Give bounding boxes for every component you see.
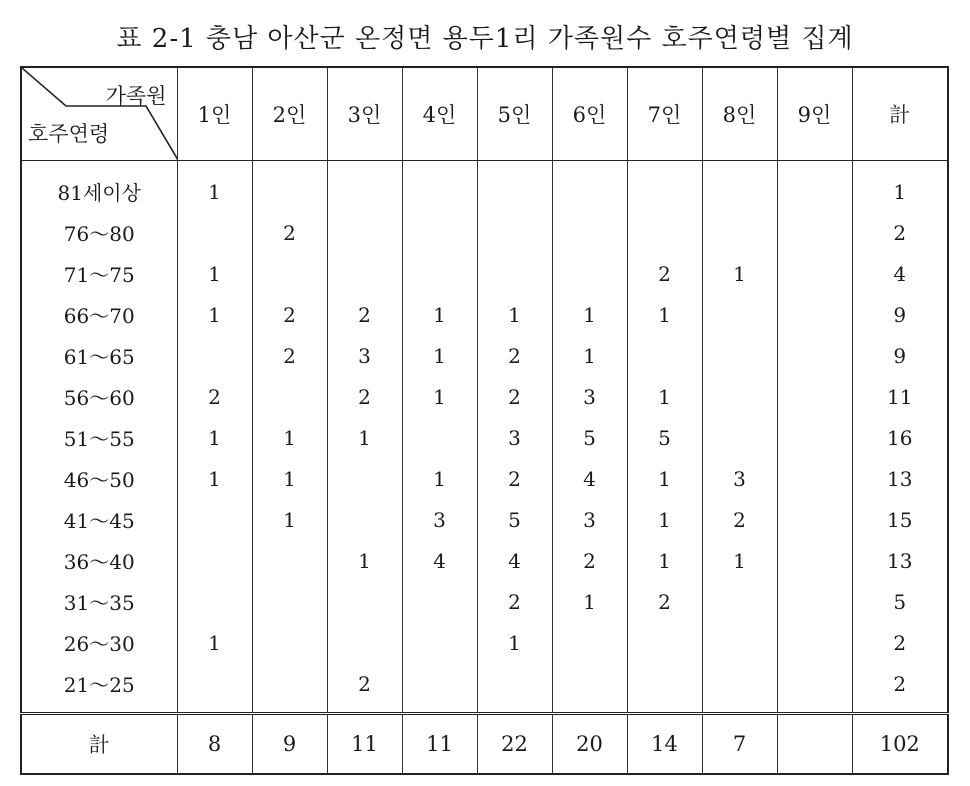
- table-cell: 2: [552, 540, 627, 581]
- table-cell: 5: [852, 581, 948, 622]
- table-cell: 1: [327, 540, 402, 581]
- table-row: [21, 499, 948, 540]
- column-header: 4인: [402, 67, 477, 161]
- table-cell: 2: [477, 376, 552, 417]
- table-cell: [627, 161, 702, 213]
- age-label: 76～80: [21, 212, 177, 253]
- table-cell: [402, 253, 477, 294]
- header-row: [21, 67, 948, 161]
- table-cell: [702, 212, 777, 253]
- table-cell: [177, 212, 252, 253]
- table-cell: [477, 212, 552, 253]
- column-header: 2인: [252, 67, 327, 161]
- table-cell: 1: [852, 161, 948, 213]
- table-cell: 16: [852, 417, 948, 458]
- table-cell: [702, 335, 777, 376]
- table-cell: [477, 663, 552, 714]
- corner-row-label: 호주연령: [28, 122, 110, 146]
- table-cell: [777, 335, 852, 376]
- table-cell: [627, 622, 702, 663]
- corner-header-cell: [21, 67, 177, 161]
- table-cell: 1: [177, 253, 252, 294]
- table-cell: [702, 294, 777, 335]
- table-cell: 3: [552, 376, 627, 417]
- table-cell: 5: [627, 417, 702, 458]
- table-cell: 1: [627, 499, 702, 540]
- table-cell: [252, 376, 327, 417]
- table-cell: 1: [327, 417, 402, 458]
- table-body: [21, 161, 948, 714]
- table-cell: [777, 499, 852, 540]
- total-cell: 11: [327, 714, 402, 775]
- table-cell: [777, 212, 852, 253]
- table-cell: [327, 499, 402, 540]
- total-cell: 8: [177, 714, 252, 775]
- table-cell: [777, 540, 852, 581]
- table-cell: [777, 663, 852, 714]
- total-cell: 14: [627, 714, 702, 775]
- table-cell: 1: [177, 622, 252, 663]
- table-cell: 1: [477, 294, 552, 335]
- table-row: [21, 663, 948, 714]
- table-cell: 1: [402, 335, 477, 376]
- table-cell: 1: [402, 376, 477, 417]
- table-cell: 1: [702, 253, 777, 294]
- table-cell: 2: [852, 663, 948, 714]
- table-cell: [627, 212, 702, 253]
- age-label: 41～45: [21, 499, 177, 540]
- table-cell: 2: [177, 376, 252, 417]
- table-cell: 3: [477, 417, 552, 458]
- table-cell: [777, 417, 852, 458]
- table-cell: 4: [852, 253, 948, 294]
- table-cell: 1: [552, 581, 627, 622]
- age-label: 36～40: [21, 540, 177, 581]
- table-cell: [177, 540, 252, 581]
- table-cell: [477, 253, 552, 294]
- table-cell: 1: [252, 458, 327, 499]
- age-label: 31～35: [21, 581, 177, 622]
- age-label: 21～25: [21, 663, 177, 714]
- table-cell: 1: [477, 622, 552, 663]
- table-cell: [177, 581, 252, 622]
- table-cell: [402, 161, 477, 213]
- age-label: 66～70: [21, 294, 177, 335]
- column-header: 7인: [627, 67, 702, 161]
- total-cell: 11: [402, 714, 477, 775]
- table-cell: [777, 294, 852, 335]
- table-cell: [777, 161, 852, 213]
- table-row: [21, 212, 948, 253]
- total-cell: 22: [477, 714, 552, 775]
- table-cell: 2: [702, 499, 777, 540]
- table-cell: 3: [402, 499, 477, 540]
- table-cell: [252, 161, 327, 213]
- table-row: [21, 253, 948, 294]
- table-cell: 1: [177, 294, 252, 335]
- table-cell: [627, 335, 702, 376]
- table-cell: [402, 622, 477, 663]
- table-cell: 2: [477, 458, 552, 499]
- age-label: 46～50: [21, 458, 177, 499]
- table-cell: 2: [627, 253, 702, 294]
- table-cell: 2: [327, 294, 402, 335]
- table-cell: 1: [177, 417, 252, 458]
- age-label: 71～75: [21, 253, 177, 294]
- table-cell: 1: [252, 499, 327, 540]
- table-cell: 1: [402, 294, 477, 335]
- table-row: [21, 294, 948, 335]
- table-cell: 1: [702, 540, 777, 581]
- table-cell: 11: [852, 376, 948, 417]
- age-label: 26～30: [21, 622, 177, 663]
- table-cell: [402, 212, 477, 253]
- table-cell: [702, 417, 777, 458]
- table-cell: 13: [852, 540, 948, 581]
- table-cell: [552, 161, 627, 213]
- table-cell: 1: [552, 335, 627, 376]
- table-cell: 2: [477, 335, 552, 376]
- table-cell: 3: [552, 499, 627, 540]
- table-cell: [402, 663, 477, 714]
- table-cell: 4: [552, 458, 627, 499]
- table-cell: [252, 253, 327, 294]
- table-cell: [702, 581, 777, 622]
- table-cell: [327, 622, 402, 663]
- column-header: 3인: [327, 67, 402, 161]
- table-cell: 1: [402, 458, 477, 499]
- table-cell: 9: [852, 335, 948, 376]
- table-cell: 1: [627, 458, 702, 499]
- table-cell: [327, 161, 402, 213]
- table-cell: 4: [402, 540, 477, 581]
- table-cell: [177, 499, 252, 540]
- table-cell: 1: [627, 376, 702, 417]
- table-cell: [702, 376, 777, 417]
- table-cell: 5: [552, 417, 627, 458]
- table-cell: 2: [852, 212, 948, 253]
- table-cell: 2: [327, 663, 402, 714]
- total-cell: 102: [852, 714, 948, 775]
- age-label: 81세이상: [21, 161, 177, 213]
- total-cell: [777, 714, 852, 775]
- table-cell: [777, 376, 852, 417]
- table-cell: [252, 663, 327, 714]
- table-row: [21, 376, 948, 417]
- column-header: 8인: [702, 67, 777, 161]
- table-cell: 1: [552, 294, 627, 335]
- table-cell: 2: [252, 335, 327, 376]
- table-cell: 2: [852, 622, 948, 663]
- table-cell: [177, 335, 252, 376]
- table-cell: 15: [852, 499, 948, 540]
- corner-column-label: 가족원: [105, 84, 167, 108]
- family-size-table: [20, 66, 949, 775]
- table-cell: [327, 253, 402, 294]
- table-cell: 2: [252, 294, 327, 335]
- table-cell: 9: [852, 294, 948, 335]
- total-cell: 20: [552, 714, 627, 775]
- table-row: [21, 581, 948, 622]
- table-cell: [552, 663, 627, 714]
- column-header: 計: [852, 67, 948, 161]
- table-cell: [552, 212, 627, 253]
- table-cell: [327, 212, 402, 253]
- age-label: 51～55: [21, 417, 177, 458]
- table-cell: [777, 253, 852, 294]
- table-row: [21, 417, 948, 458]
- table-cell: [252, 622, 327, 663]
- table-cell: 3: [327, 335, 402, 376]
- table-cell: 3: [702, 458, 777, 499]
- table-cell: 2: [627, 581, 702, 622]
- table-cell: [702, 622, 777, 663]
- table-row: [21, 540, 948, 581]
- table-cell: [552, 622, 627, 663]
- table-cell: [252, 540, 327, 581]
- table-cell: [702, 161, 777, 213]
- table-cell: [402, 417, 477, 458]
- table-cell: 2: [252, 212, 327, 253]
- table-row: [21, 458, 948, 499]
- table-cell: [777, 622, 852, 663]
- table-cell: 2: [327, 376, 402, 417]
- table-cell: [327, 581, 402, 622]
- table-row: [21, 161, 948, 213]
- table-cell: 5: [477, 499, 552, 540]
- table-cell: [252, 581, 327, 622]
- table-cell: [627, 663, 702, 714]
- total-row: [21, 714, 948, 775]
- table-cell: [402, 581, 477, 622]
- table-cell: 1: [627, 294, 702, 335]
- table-cell: [777, 458, 852, 499]
- table-cell: 4: [477, 540, 552, 581]
- table-row: [21, 622, 948, 663]
- column-header: 1인: [177, 67, 252, 161]
- age-label: 61～65: [21, 335, 177, 376]
- total-label: 計: [21, 714, 177, 775]
- table-cell: [177, 663, 252, 714]
- table-cell: [327, 458, 402, 499]
- column-header: 9인: [777, 67, 852, 161]
- total-cell: 9: [252, 714, 327, 775]
- table-cell: [477, 161, 552, 213]
- table-cell: 1: [252, 417, 327, 458]
- age-label: 56～60: [21, 376, 177, 417]
- table-cell: 2: [477, 581, 552, 622]
- table-cell: 1: [177, 458, 252, 499]
- table-title: 표 2-1 충남 아산군 온정면 용두1리 가족원수 호주연령별 집계: [116, 24, 854, 54]
- table-cell: 13: [852, 458, 948, 499]
- table-cell: 1: [627, 540, 702, 581]
- column-header: 6인: [552, 67, 627, 161]
- table-row: [21, 335, 948, 376]
- column-header: 5인: [477, 67, 552, 161]
- table-cell: [552, 253, 627, 294]
- table-cell: [702, 663, 777, 714]
- table-cell: 1: [177, 161, 252, 213]
- total-cell: 7: [702, 714, 777, 775]
- table-cell: [777, 581, 852, 622]
